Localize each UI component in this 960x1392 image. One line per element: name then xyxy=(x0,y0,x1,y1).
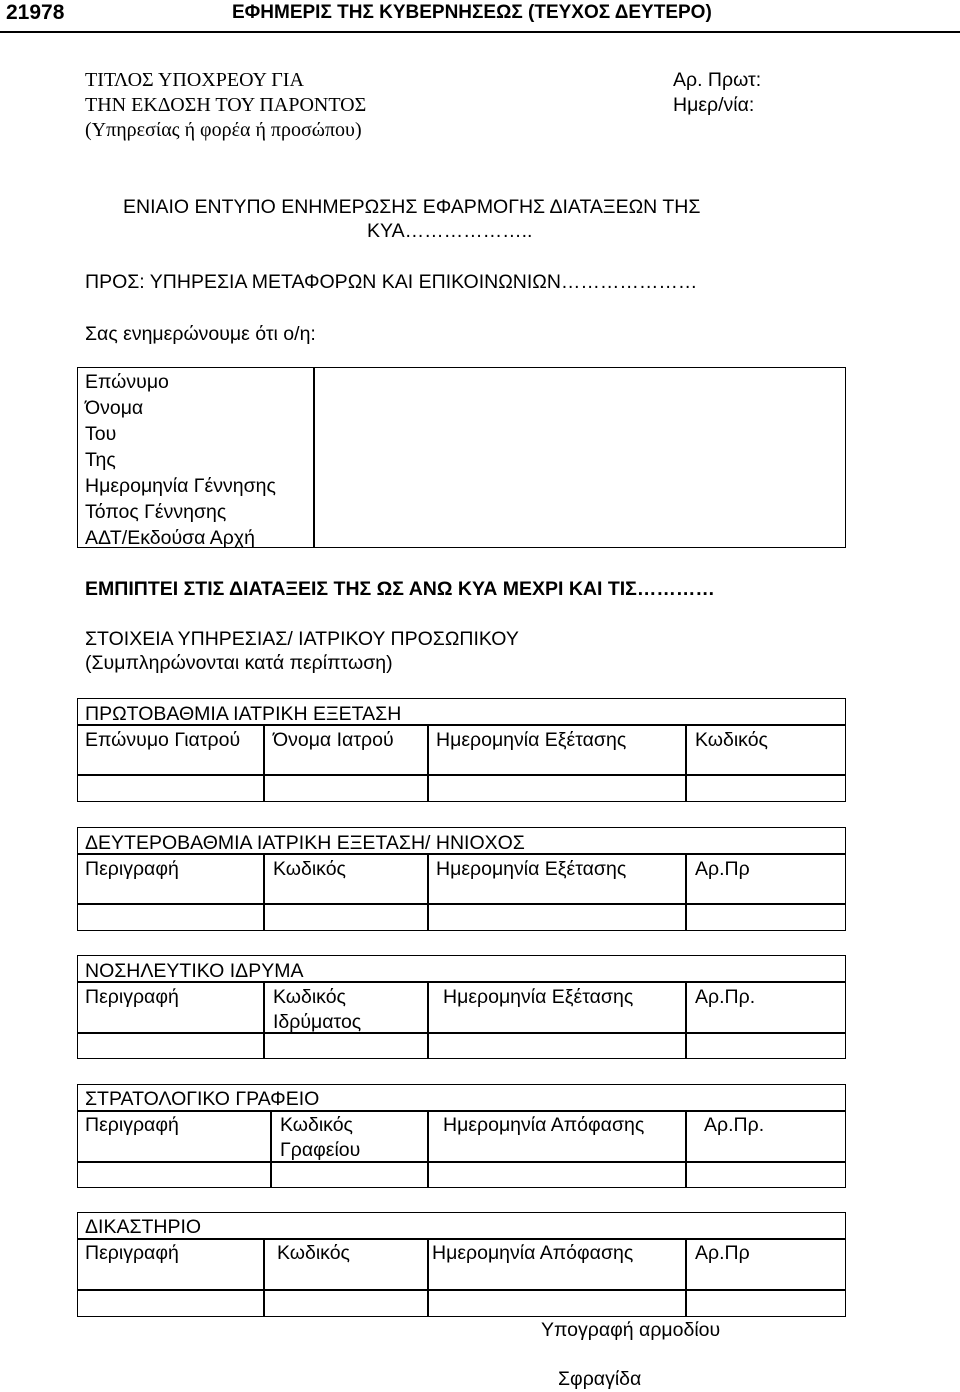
service-data-title: ΣΤΟΙΧΕΙΑ ΥΠΗΡΕΣΙΑΣ/ ΙΑΤΡΙΚΟΥ ΠΡΟΣΩΠΙΚΟΥ xyxy=(85,628,519,650)
field-id-authority: ΑΔΤ/Εκδούσα Αρχή xyxy=(85,527,255,549)
applies-statement: ΕΜΠΙΠΤΕΙ ΣΤΙΣ ΔΙΑΤΑΞΕΙΣ ΤΗΣ ΩΣ ΑΝΩ ΚΥΑ ΜΕΧΡΙ ΚΑΙ ΤΙΣ………… xyxy=(85,578,715,600)
col-office-code-line-2: Γραφείου xyxy=(280,1139,361,1161)
table-rule xyxy=(77,1032,846,1034)
table-divider xyxy=(427,853,429,931)
table-divider xyxy=(263,981,265,1059)
col-exam-date: Ημερομηνία Εξέτασης xyxy=(443,986,634,1008)
table-divider xyxy=(263,724,265,802)
col-protocol-number: Αρ.Πρ. xyxy=(704,1114,765,1136)
col-description: Περιγραφή xyxy=(85,858,179,880)
col-exam-date: Ημερομηνία Εξέτασης xyxy=(436,858,627,880)
col-exam-date: Ημερομηνία Εξέτασης xyxy=(436,729,627,751)
col-protocol-number: Αρ.Πρ. xyxy=(695,986,756,1008)
col-institution-code-line-2: Ιδρύματος xyxy=(273,1011,362,1033)
table-rule xyxy=(77,1161,846,1163)
col-decision-date: Ημερομηνία Απόφασης xyxy=(432,1242,634,1264)
person-details-divider xyxy=(313,367,315,548)
table-divider xyxy=(263,853,265,931)
table-divider xyxy=(685,1110,687,1188)
form-title-line-2: ΚΥΑ……………….. xyxy=(367,220,533,242)
col-institution-code: Κωδικός xyxy=(273,986,346,1008)
header-rule xyxy=(0,31,960,33)
col-office-code: Κωδικός xyxy=(280,1114,353,1136)
gazette-title: ΕΦΗΜΕΡΙΣ ΤΗΣ ΚΥΒΕΡΝΗΣΕΩΣ (ΤΕΥΧΟΣ ΔΕΥΤΕΡΟ) xyxy=(232,2,712,23)
col-code: Κωδικός xyxy=(695,729,768,751)
protocol-number-label: Αρ. Πρωτ: xyxy=(673,69,762,91)
table-divider xyxy=(427,981,429,1059)
table-divider xyxy=(427,724,429,802)
primary-exam-title: ΠΡΩΤΟΒΑΘΜΙΑ ΙΑΤΡΙΚΗ ΕΞΕΤΑΣΗ xyxy=(85,703,402,725)
page-number: 21978 xyxy=(6,1,65,24)
intro-text: Σας ενημερώνουμε ότι ο/η: xyxy=(85,323,316,345)
field-mother-name: Της xyxy=(85,449,116,471)
col-description: Περιγραφή xyxy=(85,1242,179,1264)
table-divider xyxy=(685,853,687,931)
col-doctor-name: Όνομα Ιατρού xyxy=(273,729,394,751)
col-protocol-number: Αρ.Πρ xyxy=(695,858,750,880)
table-divider xyxy=(685,1238,687,1317)
table-rule xyxy=(77,1289,846,1291)
stamp-label: Σφραγίδα xyxy=(558,1368,642,1390)
table-divider xyxy=(427,1110,429,1188)
col-protocol-number: Αρ.Πρ xyxy=(695,1242,750,1264)
table-rule xyxy=(77,903,846,905)
table-divider xyxy=(685,724,687,802)
field-birth-place: Τόπος Γέννησης xyxy=(85,501,227,523)
col-code: Κωδικός xyxy=(277,1242,350,1264)
col-code: Κωδικός xyxy=(273,858,346,880)
col-description: Περιγραφή xyxy=(85,986,179,1008)
table-rule xyxy=(77,774,846,776)
col-decision-date: Ημερομηνία Απόφασης xyxy=(443,1114,645,1136)
field-surname: Επώνυμο xyxy=(85,371,169,393)
table-divider xyxy=(427,1238,429,1317)
col-doctor-surname: Επώνυμο Γιατρού xyxy=(85,729,241,751)
table-divider xyxy=(685,981,687,1059)
court-title: ΔΙΚΑΣΤΗΡΙΟ xyxy=(85,1216,202,1238)
issuer-line-1: ΤΙΤΛΟΣ ΥΠΟΧΡΕΟΥ ΓΙΑ xyxy=(85,69,304,91)
service-data-note: (Συμπληρώνονται κατά περίπτωση) xyxy=(85,652,393,674)
table-divider xyxy=(263,1238,265,1317)
hospital-title: ΝΟΣΗΛΕΥΤΙΚΟ ΙΔΡΥΜΑ xyxy=(85,960,304,982)
issuer-line-3: (Υπηρεσίας ή φορέα ή προσώπου) xyxy=(85,119,362,141)
protocol-date-label: Ημερ/νία: xyxy=(673,94,755,116)
military-office-title: ΣΤΡΑΤΟΛΟΓΙΚΟ ΓΡΑΦΕΙΟ xyxy=(85,1088,320,1110)
field-first-name: Όνομα xyxy=(85,397,144,419)
recipient: ΠΡΟΣ: ΥΠΗΡΕΣΙΑ ΜΕΤΑΦΟΡΩΝ ΚΑΙ ΕΠΙΚΟΙΝΩΝΙΩΝ………………… xyxy=(85,271,698,293)
form-title-line-1: ΕΝΙΑΙΟ ΕΝΤΥΠΟ ΕΝΗΜΕΡΩΣΗΣ ΕΦΑΡΜΟΓΗΣ ΔΙΑΤΑΞΕΩΝ ΤΗΣ xyxy=(123,196,701,218)
table-divider xyxy=(270,1110,272,1188)
signature-label: Υπογραφή αρμοδίου xyxy=(541,1319,721,1341)
secondary-exam-title: ΔΕΥΤΕΡΟΒΑΘΜΙΑ ΙΑΤΡΙΚΗ ΕΞΕΤΑΣΗ/ ΗΝΙΟΧΟΣ xyxy=(85,832,525,854)
col-description: Περιγραφή xyxy=(85,1114,179,1136)
field-father-name: Του xyxy=(85,423,117,445)
field-birth-date: Ημερομηνία Γέννησης xyxy=(85,475,276,497)
issuer-line-2: ΤΗΝ ΕΚΔΟΣΗ ΤΟΥ ΠΑΡΟΝΤΟΣ xyxy=(85,94,367,116)
gazette-header xyxy=(0,0,960,30)
